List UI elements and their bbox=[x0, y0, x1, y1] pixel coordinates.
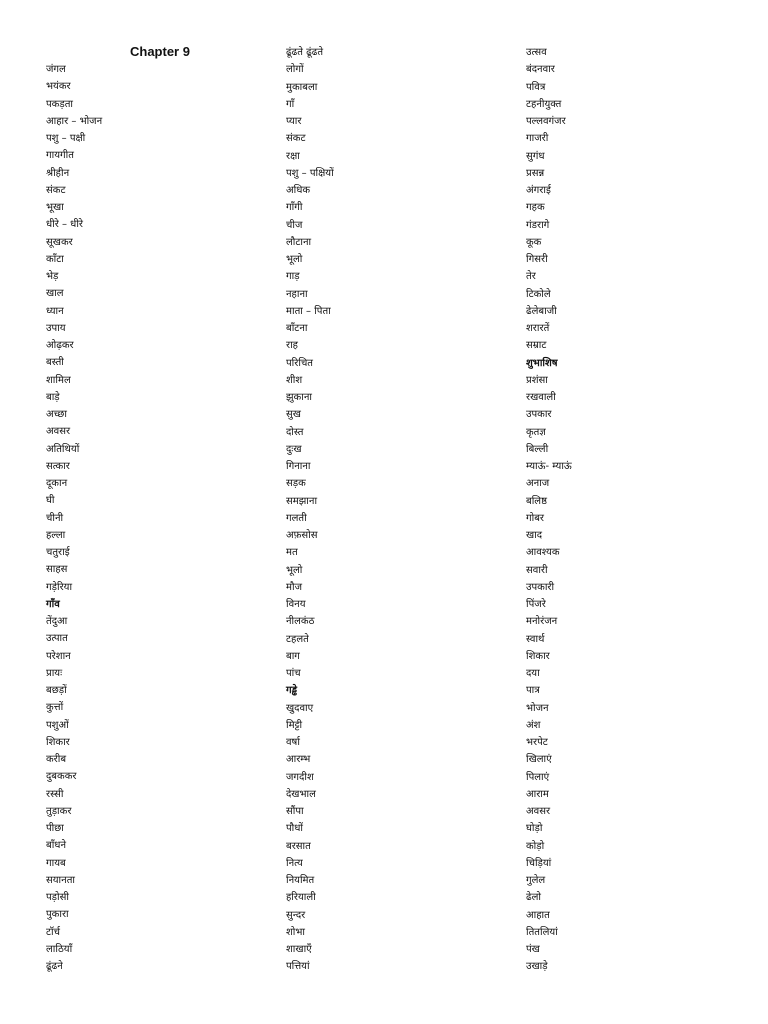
word-item: ढेलेबाजी bbox=[526, 305, 557, 317]
word-item: रखवाली bbox=[526, 392, 556, 403]
word-item: बलिष्ठ bbox=[526, 495, 547, 507]
word-item: विनय bbox=[286, 599, 306, 610]
word-item: परेशान bbox=[46, 650, 71, 662]
word-item: शिकार bbox=[46, 736, 70, 748]
word-item: समझाना bbox=[286, 495, 318, 507]
word-item: गोबर bbox=[526, 512, 545, 524]
word-item: अधिक bbox=[286, 185, 311, 196]
word-item: धीरे – धीरे bbox=[46, 219, 84, 231]
word-column-3 bbox=[526, 44, 572, 976]
word-item: पशु – पक्षियों bbox=[286, 167, 334, 179]
word-item: ढूंढते ढूंढते bbox=[286, 47, 324, 58]
word-item: अवसर bbox=[46, 426, 71, 438]
word-item: बाग bbox=[286, 650, 300, 662]
word-item: पंख bbox=[526, 944, 540, 955]
word-item: गाँ bbox=[286, 98, 295, 110]
word-item: शीश bbox=[286, 374, 303, 386]
word-item: नीलकंठ bbox=[286, 616, 315, 628]
word-item: बंदनवार bbox=[526, 64, 555, 76]
word-item: खुदवाए bbox=[286, 702, 314, 714]
word-item: गड्ढे bbox=[286, 685, 298, 697]
word-item: पत्तियां bbox=[286, 961, 310, 973]
word-item: दया bbox=[526, 668, 540, 679]
word-item: बस्ती bbox=[46, 357, 64, 369]
word-item: भोजन bbox=[526, 702, 549, 714]
word-item: गाँव bbox=[46, 598, 60, 610]
word-item: बाड़े bbox=[46, 391, 60, 403]
word-item: सुन्दर bbox=[286, 909, 306, 921]
word-item: उखाड़े bbox=[526, 961, 548, 973]
word-item: चतुराई bbox=[46, 547, 70, 558]
word-item: सूखकर bbox=[46, 236, 73, 248]
word-item: पिंजरे bbox=[526, 599, 546, 610]
word-item: पौधों bbox=[286, 823, 304, 835]
word-item: टिकोले bbox=[526, 288, 551, 300]
word-item: शिकार bbox=[526, 650, 550, 662]
word-item: खिलाएं bbox=[526, 754, 552, 766]
word-item: बछड़ों bbox=[46, 685, 67, 696]
word-item: उत्सव bbox=[526, 47, 547, 58]
word-item: अंश bbox=[526, 719, 541, 731]
word-item: कुत्तों bbox=[46, 702, 64, 714]
word-item: भरपेट bbox=[526, 737, 548, 748]
word-item: पशुओं bbox=[46, 719, 69, 731]
word-item: सौंपा bbox=[286, 806, 304, 817]
word-item: सड़क bbox=[286, 478, 306, 490]
word-item: सत्कार bbox=[46, 460, 70, 472]
word-item: गिनाना bbox=[286, 461, 311, 472]
word-column-2 bbox=[286, 44, 334, 976]
word-item: मनोरंजन bbox=[526, 616, 558, 628]
word-item: भूखा bbox=[46, 202, 64, 213]
word-item: अतिथियों bbox=[46, 443, 80, 455]
word-item: मत bbox=[286, 547, 298, 559]
word-item: गाजरी bbox=[526, 133, 549, 145]
word-item: शामिल bbox=[46, 374, 71, 386]
word-item: घोड़ो bbox=[526, 823, 543, 835]
word-item: अफ़सोस bbox=[286, 530, 318, 541]
word-item: भेड़ bbox=[46, 271, 59, 282]
word-item: बाँटना bbox=[286, 323, 308, 334]
word-item: ढूंढने bbox=[46, 961, 63, 972]
word-item: स्वार्थ bbox=[526, 633, 545, 645]
word-item: नहाना bbox=[286, 288, 308, 300]
word-item: चीज bbox=[286, 219, 303, 231]
word-item: रस्सी bbox=[46, 788, 64, 800]
word-item: अच्छा bbox=[46, 409, 67, 420]
word-item: उत्पात bbox=[46, 633, 68, 645]
word-item: पीछा bbox=[46, 823, 64, 834]
word-item: पुकारा bbox=[46, 909, 69, 921]
word-item: गायगीत bbox=[46, 150, 74, 162]
word-item: कृतज्ञ bbox=[526, 426, 546, 438]
word-item: आहार – भोजन bbox=[46, 115, 103, 127]
word-item: उपकार bbox=[526, 409, 552, 421]
word-item: अवसर bbox=[526, 806, 551, 817]
word-item: कूक bbox=[526, 236, 542, 248]
word-item: उपाय bbox=[46, 322, 66, 334]
word-item: दूकान bbox=[46, 478, 68, 489]
word-item: उपकारी bbox=[526, 581, 555, 593]
word-item: नित्य bbox=[286, 857, 303, 869]
word-item: चिड़ियां bbox=[526, 857, 552, 869]
word-item: प्यार bbox=[286, 116, 302, 127]
word-item: मिट्टी bbox=[286, 719, 303, 731]
word-item: भूलो bbox=[286, 564, 303, 576]
word-item: आराम bbox=[526, 788, 549, 800]
word-item: पवित्र bbox=[526, 81, 546, 93]
word-item: अनाज bbox=[526, 478, 550, 490]
word-item: मुकाबला bbox=[286, 81, 318, 93]
word-item: टॉर्च bbox=[46, 926, 60, 938]
word-item: लाठियाँ bbox=[46, 943, 73, 955]
word-item: परिचित bbox=[286, 357, 313, 369]
word-item: वर्षा bbox=[286, 737, 300, 748]
word-item: ध्यान bbox=[46, 305, 64, 317]
word-item: देखभाल bbox=[286, 788, 316, 800]
word-item: खाद bbox=[526, 530, 543, 541]
word-item: गाड़ bbox=[286, 271, 300, 283]
word-item: आहात bbox=[526, 909, 550, 921]
word-item: गायब bbox=[46, 857, 66, 869]
word-item: लौटाना bbox=[286, 236, 312, 248]
word-item: माता – पिता bbox=[286, 305, 331, 317]
word-item: चीनी bbox=[46, 512, 64, 524]
chapter-title: Chapter 9 bbox=[130, 44, 190, 59]
word-column-1 bbox=[46, 61, 102, 975]
word-item: हल्ला bbox=[46, 529, 66, 541]
word-item: कोड़ो bbox=[526, 840, 545, 852]
word-item: काँटा bbox=[46, 253, 64, 265]
word-item: म्याऊं- म्याऊं bbox=[526, 461, 572, 472]
word-item: संकट bbox=[46, 184, 66, 196]
word-item: पिलाएं bbox=[526, 771, 550, 783]
word-item: शाखाएँ bbox=[286, 944, 312, 955]
word-item: भयंकर bbox=[46, 81, 71, 93]
word-item: हरियाली bbox=[286, 892, 316, 904]
word-item: नियमित bbox=[286, 875, 315, 886]
word-item: सुगंध bbox=[526, 150, 545, 162]
word-item: खाल bbox=[46, 288, 64, 300]
word-item: राह bbox=[286, 340, 298, 352]
word-item: लोगों bbox=[286, 64, 304, 76]
word-item: पशु – पक्षी bbox=[46, 133, 86, 144]
word-item: रक्षा bbox=[286, 150, 300, 162]
word-item: बरसात bbox=[286, 840, 311, 852]
word-item: टहलते bbox=[286, 633, 309, 645]
word-item: शरारतें bbox=[526, 323, 550, 334]
word-item: करीब bbox=[46, 754, 67, 765]
word-item: तेंदुआ bbox=[46, 616, 68, 627]
word-item: प्रायः bbox=[46, 667, 63, 679]
word-item: आवश्यक bbox=[526, 547, 560, 559]
word-item: शोभा bbox=[286, 926, 306, 938]
word-item: गहक bbox=[526, 202, 545, 214]
word-item: ओढ़कर bbox=[46, 340, 74, 351]
word-item: तितलियां bbox=[526, 926, 558, 938]
word-item: प्रशंसा bbox=[526, 374, 548, 386]
word-item: पल्लवगंजर bbox=[526, 116, 566, 127]
word-item: दुबककर bbox=[46, 771, 77, 783]
word-item: पांच bbox=[286, 668, 301, 679]
word-item: गाँगी bbox=[286, 202, 303, 214]
word-item: मौज bbox=[286, 581, 302, 593]
word-item: जंगल bbox=[46, 64, 66, 75]
word-item: साहस bbox=[46, 564, 68, 576]
word-item: तेर bbox=[526, 271, 536, 283]
word-item: सुख bbox=[286, 409, 301, 421]
word-item: श्रीहीन bbox=[46, 167, 70, 179]
word-item: गंडरागे bbox=[526, 219, 550, 231]
word-item: सवारी bbox=[526, 564, 548, 576]
word-item: पात्र bbox=[526, 685, 540, 697]
word-item: आरम्भ bbox=[286, 754, 311, 766]
word-item: सयानता bbox=[46, 874, 75, 886]
word-item: शुभाशिष bbox=[526, 357, 558, 369]
word-item: तुड़ाकर bbox=[46, 805, 72, 817]
word-item: दुःख bbox=[286, 443, 302, 455]
word-item: बिल्ली bbox=[526, 443, 549, 455]
word-item: गिसरी bbox=[526, 254, 548, 265]
word-item: टहनीयुक्त bbox=[526, 98, 562, 110]
word-item: झुकाना bbox=[286, 392, 312, 403]
word-item: जगदीश bbox=[286, 771, 314, 783]
word-item: गड़ेरिया bbox=[46, 581, 73, 593]
word-item: गुलेल bbox=[526, 875, 546, 886]
word-item: संकट bbox=[286, 133, 306, 145]
word-item: गलती bbox=[286, 512, 307, 524]
word-item: प्रसन्न bbox=[526, 167, 545, 179]
word-item: सम्राट bbox=[526, 340, 547, 352]
word-item: पकड़ता bbox=[46, 98, 73, 110]
word-item: पड़ोसी bbox=[46, 892, 69, 903]
word-item: भूलो bbox=[286, 254, 303, 265]
word-item: बाँधने bbox=[46, 840, 66, 852]
word-item: ढेलो bbox=[526, 892, 541, 904]
word-item: घी bbox=[46, 495, 55, 507]
word-item: अंगराई bbox=[526, 185, 551, 196]
word-item: दोस्त bbox=[286, 426, 304, 438]
